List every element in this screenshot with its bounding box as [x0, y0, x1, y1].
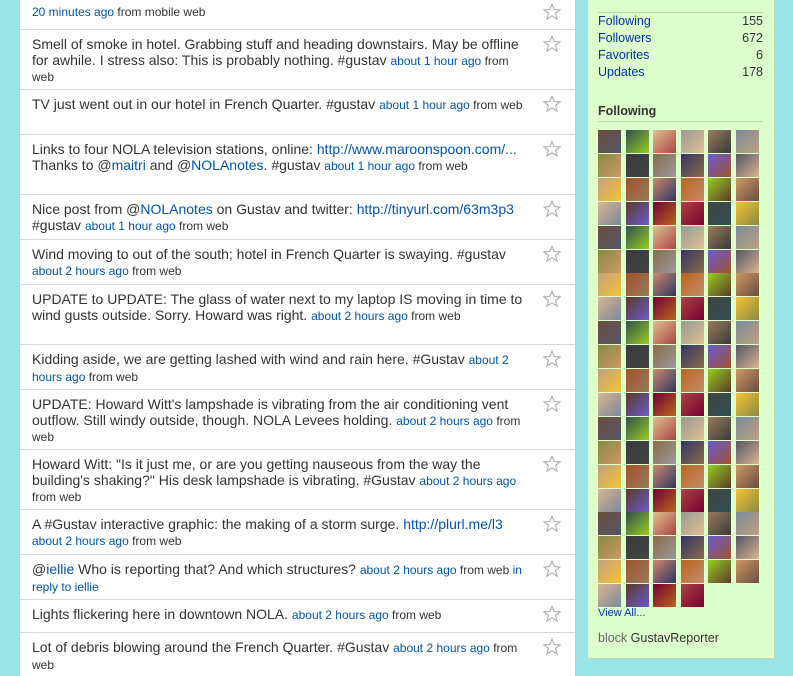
avatar[interactable] — [736, 178, 759, 201]
tweet-item — [20, 0, 575, 30]
tweet-text-part: Nice post from @ — [32, 201, 141, 217]
avatar[interactable] — [708, 154, 731, 177]
avatar[interactable] — [708, 441, 731, 464]
avatar[interactable] — [653, 178, 676, 201]
tweet-timestamp-link[interactable]: about 2 hours ago — [311, 308, 408, 323]
tweet-source: from web — [32, 413, 521, 444]
tweet-text — [32, 640, 531, 673]
avatar[interactable] — [681, 560, 704, 583]
stat-following-count: 155 — [742, 14, 763, 28]
avatar[interactable] — [626, 512, 649, 535]
tweet-item — [20, 135, 575, 195]
avatar[interactable] — [708, 369, 731, 392]
tweet-timestamp-link[interactable]: about 2 hours ago — [291, 608, 389, 622]
avatar[interactable] — [598, 297, 621, 320]
avatar[interactable] — [598, 250, 621, 273]
tweet-text-part: Who is reporting that? And which structures? — [74, 561, 356, 577]
tweet-link[interactable]: iellie — [46, 561, 75, 577]
favorite-star-icon[interactable] — [543, 140, 561, 158]
stat-favorites[interactable] — [598, 47, 763, 64]
tweet-source: from web — [415, 158, 468, 173]
avatar[interactable] — [598, 154, 621, 177]
avatar[interactable] — [736, 273, 759, 296]
avatar[interactable] — [626, 489, 649, 512]
avatar[interactable] — [681, 536, 704, 559]
tweet-text — [32, 247, 531, 279]
avatar[interactable] — [681, 512, 704, 535]
avatar[interactable] — [653, 226, 676, 249]
avatar[interactable] — [653, 512, 676, 535]
tweet-link[interactable]: http://plurl.me/l3 — [403, 516, 503, 532]
avatar[interactable] — [736, 512, 759, 535]
favorite-star-icon[interactable] — [543, 515, 561, 533]
tweet-text-part: UPDATE: Howard Witt's lampshade is vibrating from the air conditioning vent outflow. Still windy outside, though. NOLA Levees holding. — [32, 396, 509, 428]
timeline — [20, 0, 575, 676]
avatar[interactable] — [653, 250, 676, 273]
avatar[interactable] — [681, 465, 704, 488]
avatar[interactable] — [598, 393, 621, 416]
tweet-text-part: TV just went out in our hotel in French Quarter. #gustav — [32, 96, 376, 112]
tweet-timestamp-link[interactable]: about 2 hours ago — [359, 563, 457, 577]
avatar[interactable] — [653, 441, 676, 464]
avatar[interactable] — [708, 250, 731, 273]
tweet-timestamp-link[interactable]: about 2 hours ago — [396, 413, 493, 428]
avatar[interactable] — [653, 417, 676, 440]
tweet-source: from web — [32, 490, 82, 504]
block-username: GustavReporter — [630, 631, 719, 645]
avatar[interactable] — [598, 226, 621, 249]
tweet-timestamp-link[interactable]: about 1 hour ago — [324, 158, 416, 173]
avatar[interactable] — [681, 584, 704, 607]
tweet-text-part: on Gustav and twitter: — [212, 201, 357, 217]
avatar[interactable] — [708, 178, 731, 201]
tweet-item — [20, 510, 575, 555]
avatar[interactable] — [626, 321, 649, 344]
avatar[interactable] — [598, 536, 621, 559]
tweet-item — [20, 30, 575, 90]
avatar[interactable] — [736, 321, 759, 344]
tweet-item — [20, 600, 575, 633]
avatar[interactable] — [626, 369, 649, 392]
avatar[interactable] — [653, 321, 676, 344]
tweet-text — [32, 562, 531, 595]
tweet-timestamp-link[interactable]: about 1 hour ago — [84, 218, 176, 233]
avatar[interactable] — [681, 202, 704, 225]
favorite-star-icon[interactable] — [543, 95, 561, 113]
avatar[interactable] — [736, 489, 759, 512]
avatar[interactable] — [626, 154, 649, 177]
avatar[interactable] — [598, 417, 621, 440]
tweet-timestamp-link[interactable]: about 2 hours ago — [393, 641, 490, 655]
tweet-text — [32, 457, 531, 506]
tweet-link[interactable]: NOLAnotes — [140, 201, 213, 217]
tweet-link[interactable]: maitri — [111, 156, 146, 173]
avatar[interactable] — [653, 393, 676, 416]
avatar[interactable] — [653, 465, 676, 488]
avatar[interactable] — [598, 465, 621, 488]
avatar[interactable] — [626, 273, 649, 296]
avatar[interactable] — [653, 297, 676, 320]
avatar[interactable] — [653, 584, 676, 607]
avatar[interactable] — [708, 297, 731, 320]
avatar[interactable] — [653, 154, 676, 177]
avatar[interactable] — [708, 393, 731, 416]
tweet-source: from web — [128, 533, 182, 548]
avatar[interactable] — [681, 273, 704, 296]
tweet-item — [20, 285, 575, 345]
tweet-item — [20, 90, 575, 135]
tweet-timestamp-link[interactable]: about 2 hours ago — [419, 473, 517, 488]
tweet-link[interactable]: http://tinyurl.com/63m3p3 — [356, 201, 514, 217]
tweet-timestamp-link[interactable]: about 2 hours ago — [32, 533, 129, 548]
tweet-source: from web — [456, 563, 513, 577]
avatar[interactable] — [626, 345, 649, 368]
tweet-item — [20, 390, 575, 450]
avatar[interactable] — [626, 178, 649, 201]
stat-followers-count: 672 — [742, 31, 763, 45]
view-all-link[interactable]: View All... — [598, 607, 646, 619]
avatar[interactable] — [708, 489, 731, 512]
tweet-text-part: A #Gustav interactive graphic: the making of a storm surge. — [32, 516, 404, 532]
tweet-source: from web — [32, 53, 509, 84]
tweet-text-part: Kidding aside, we are getting lashed with wind and rain here. #Gustav — [32, 351, 465, 367]
favorite-star-icon[interactable] — [543, 638, 561, 656]
avatar[interactable] — [681, 178, 704, 201]
tweet-text — [32, 142, 531, 174]
avatar[interactable] — [708, 202, 731, 225]
tweet-text-part: and @ — [145, 156, 192, 173]
avatar[interactable] — [681, 393, 704, 416]
avatar[interactable] — [681, 226, 704, 249]
tweet-source: from web — [32, 641, 518, 672]
avatar[interactable] — [708, 226, 731, 249]
tweet-timestamp-link[interactable]: about 2 hours ago — [32, 353, 509, 384]
following-heading: Following — [598, 104, 763, 122]
stat-following[interactable] — [598, 13, 763, 30]
tweet-text-part: Howard Witt: "Is it just me, or are you getting nauseous from the way the building's shaking?" His desk lampshade is vibrating. #Gustav — [32, 456, 481, 488]
avatar[interactable] — [653, 560, 676, 583]
avatar[interactable] — [598, 178, 621, 201]
avatar[interactable] — [681, 417, 704, 440]
favorite-star-icon[interactable] — [543, 560, 561, 578]
tweet-text — [32, 37, 531, 86]
tweet-source: from web — [175, 218, 229, 233]
stat-favorites-label[interactable]: Favorites — [598, 48, 650, 62]
stat-favorites-count: 6 — [756, 48, 763, 62]
tweet-text — [32, 517, 531, 549]
avatar[interactable] — [736, 130, 759, 153]
favorite-star-icon[interactable] — [543, 395, 561, 413]
tweet-link[interactable]: http://www.maroonspoon.com/... — [316, 141, 517, 157]
tweet-text-part: Wind moving to out of the south; hotel in French Quarter is swaying. #gustav — [32, 246, 506, 262]
tweet-text-part: . #gustav — [263, 156, 321, 173]
stat-following-label[interactable]: Following — [598, 14, 651, 28]
tweet-item — [20, 195, 575, 240]
avatar[interactable] — [736, 297, 759, 320]
avatar[interactable] — [626, 584, 649, 607]
tweet-item — [20, 345, 575, 390]
tweet-text — [32, 202, 531, 234]
avatar[interactable] — [626, 250, 649, 273]
avatar[interactable] — [598, 202, 621, 225]
avatar[interactable] — [736, 465, 759, 488]
tweet-text — [32, 397, 531, 446]
favorite-star-icon[interactable] — [543, 3, 561, 21]
avatar[interactable] — [598, 584, 621, 607]
avatar[interactable] — [653, 369, 676, 392]
tweet-text-part: UPDATE to UPDATE: The glass of water next to my laptop IS moving in time to wind gusts outside. Sorry. Howard was right. — [32, 291, 523, 323]
tweet-item — [20, 633, 575, 676]
avatar[interactable] — [653, 489, 676, 512]
block-user — [598, 631, 719, 645]
avatar[interactable] — [626, 441, 649, 464]
tweet-timestamp-link[interactable]: about 1 hour ago — [390, 53, 482, 68]
stat-followers-label[interactable]: Followers — [598, 31, 652, 45]
tweet-source: from mobile web — [114, 5, 206, 19]
avatar[interactable] — [708, 536, 731, 559]
favorite-star-icon[interactable] — [543, 455, 561, 473]
avatar[interactable] — [681, 489, 704, 512]
tweet-timestamp-link[interactable]: about 1 hour ago — [379, 98, 470, 112]
stat-updates-count: 178 — [742, 65, 763, 79]
avatar[interactable] — [653, 273, 676, 296]
avatar[interactable] — [653, 202, 676, 225]
avatar[interactable] — [736, 560, 759, 583]
avatar[interactable] — [681, 297, 704, 320]
avatar[interactable] — [736, 154, 759, 177]
avatar[interactable] — [681, 321, 704, 344]
tweet-source: from web — [469, 98, 523, 112]
avatar[interactable] — [708, 321, 731, 344]
tweet-text-part: @ — [32, 561, 47, 577]
avatar[interactable] — [598, 560, 621, 583]
avatar[interactable] — [626, 130, 649, 153]
avatar[interactable] — [598, 321, 621, 344]
avatar[interactable] — [708, 417, 731, 440]
favorite-star-icon[interactable] — [543, 200, 561, 218]
avatar[interactable] — [626, 393, 649, 416]
avatar[interactable] — [598, 369, 621, 392]
avatar[interactable] — [736, 441, 759, 464]
favorite-star-icon[interactable] — [543, 350, 561, 368]
tweet-item — [20, 240, 575, 285]
tweet-item — [20, 450, 575, 510]
avatar[interactable] — [736, 417, 759, 440]
tweet-item — [20, 555, 575, 600]
avatar[interactable] — [708, 465, 731, 488]
favorite-star-icon[interactable] — [543, 245, 561, 263]
avatar[interactable] — [653, 536, 676, 559]
avatar[interactable] — [736, 345, 759, 368]
stat-updates-label[interactable]: Updates — [598, 65, 645, 79]
tweet-text-part: Lot of debris blowing around the French Quarter. #Gustav — [32, 639, 390, 655]
avatar[interactable] — [736, 393, 759, 416]
tweet-source: from web — [85, 369, 139, 384]
tweet-text-part: Smell of smoke in hotel. Grabbing stuff and heading downstairs. May be offline for awhile. I stress also: This is probably nothing. #gustav — [32, 36, 519, 68]
avatar[interactable] — [736, 536, 759, 559]
tweet-text — [32, 352, 531, 385]
tweet-source: from web — [388, 608, 442, 622]
avatar[interactable] — [598, 345, 621, 368]
tweet-text — [32, 4, 531, 21]
in-reply-to-link[interactable]: in reply to iellie — [32, 563, 522, 594]
tweet-text-part: Links to four NOLA television stations, online: — [32, 141, 317, 157]
tweet-text-part: Thanks to @ — [32, 156, 112, 173]
avatar[interactable] — [736, 369, 759, 392]
avatar[interactable] — [681, 369, 704, 392]
avatar[interactable] — [653, 130, 676, 153]
stat-updates[interactable] — [598, 64, 763, 81]
tweet-text-part: Lights flickering here in downtown NOLA. — [32, 606, 289, 622]
avatar[interactable] — [681, 441, 704, 464]
avatar[interactable] — [598, 441, 621, 464]
tweet-timestamp-link[interactable]: about 2 hours ago — [32, 263, 129, 278]
tweet-text — [32, 97, 531, 114]
tweet-source: from web — [128, 263, 182, 278]
stats-panel — [598, 12, 763, 81]
avatar[interactable] — [598, 273, 621, 296]
tweet-timestamp-link[interactable]: 20 minutes ago — [32, 5, 115, 19]
tweet-link[interactable]: NOLAnotes — [191, 156, 264, 173]
avatar[interactable] — [626, 297, 649, 320]
avatar[interactable] — [708, 345, 731, 368]
block-label[interactable]: block — [598, 631, 628, 645]
avatar[interactable] — [681, 130, 704, 153]
avatar[interactable] — [626, 560, 649, 583]
avatar[interactable] — [653, 345, 676, 368]
avatar[interactable] — [708, 512, 731, 535]
avatar[interactable] — [736, 250, 759, 273]
avatar[interactable] — [626, 465, 649, 488]
favorite-star-icon[interactable] — [543, 35, 561, 53]
tweet-text-part: #gustav — [32, 216, 82, 233]
tweet-source: from web — [407, 308, 461, 323]
avatar[interactable] — [681, 250, 704, 273]
stat-followers[interactable] — [598, 30, 763, 47]
avatar[interactable] — [708, 130, 731, 153]
favorite-star-icon[interactable] — [543, 605, 561, 623]
avatar[interactable] — [598, 130, 621, 153]
avatar[interactable] — [736, 202, 759, 225]
avatar[interactable] — [626, 226, 649, 249]
avatar[interactable] — [626, 536, 649, 559]
avatar[interactable] — [708, 560, 731, 583]
sidebar — [587, 0, 775, 659]
avatar[interactable] — [626, 202, 649, 225]
avatar[interactable] — [681, 154, 704, 177]
favorite-star-icon[interactable] — [543, 290, 561, 308]
avatar[interactable] — [736, 226, 759, 249]
avatar[interactable] — [598, 489, 621, 512]
avatar[interactable] — [681, 345, 704, 368]
avatar[interactable] — [598, 512, 621, 535]
tweet-text — [32, 607, 531, 624]
avatar[interactable] — [708, 273, 731, 296]
avatar[interactable] — [626, 417, 649, 440]
tweet-text — [32, 292, 531, 324]
